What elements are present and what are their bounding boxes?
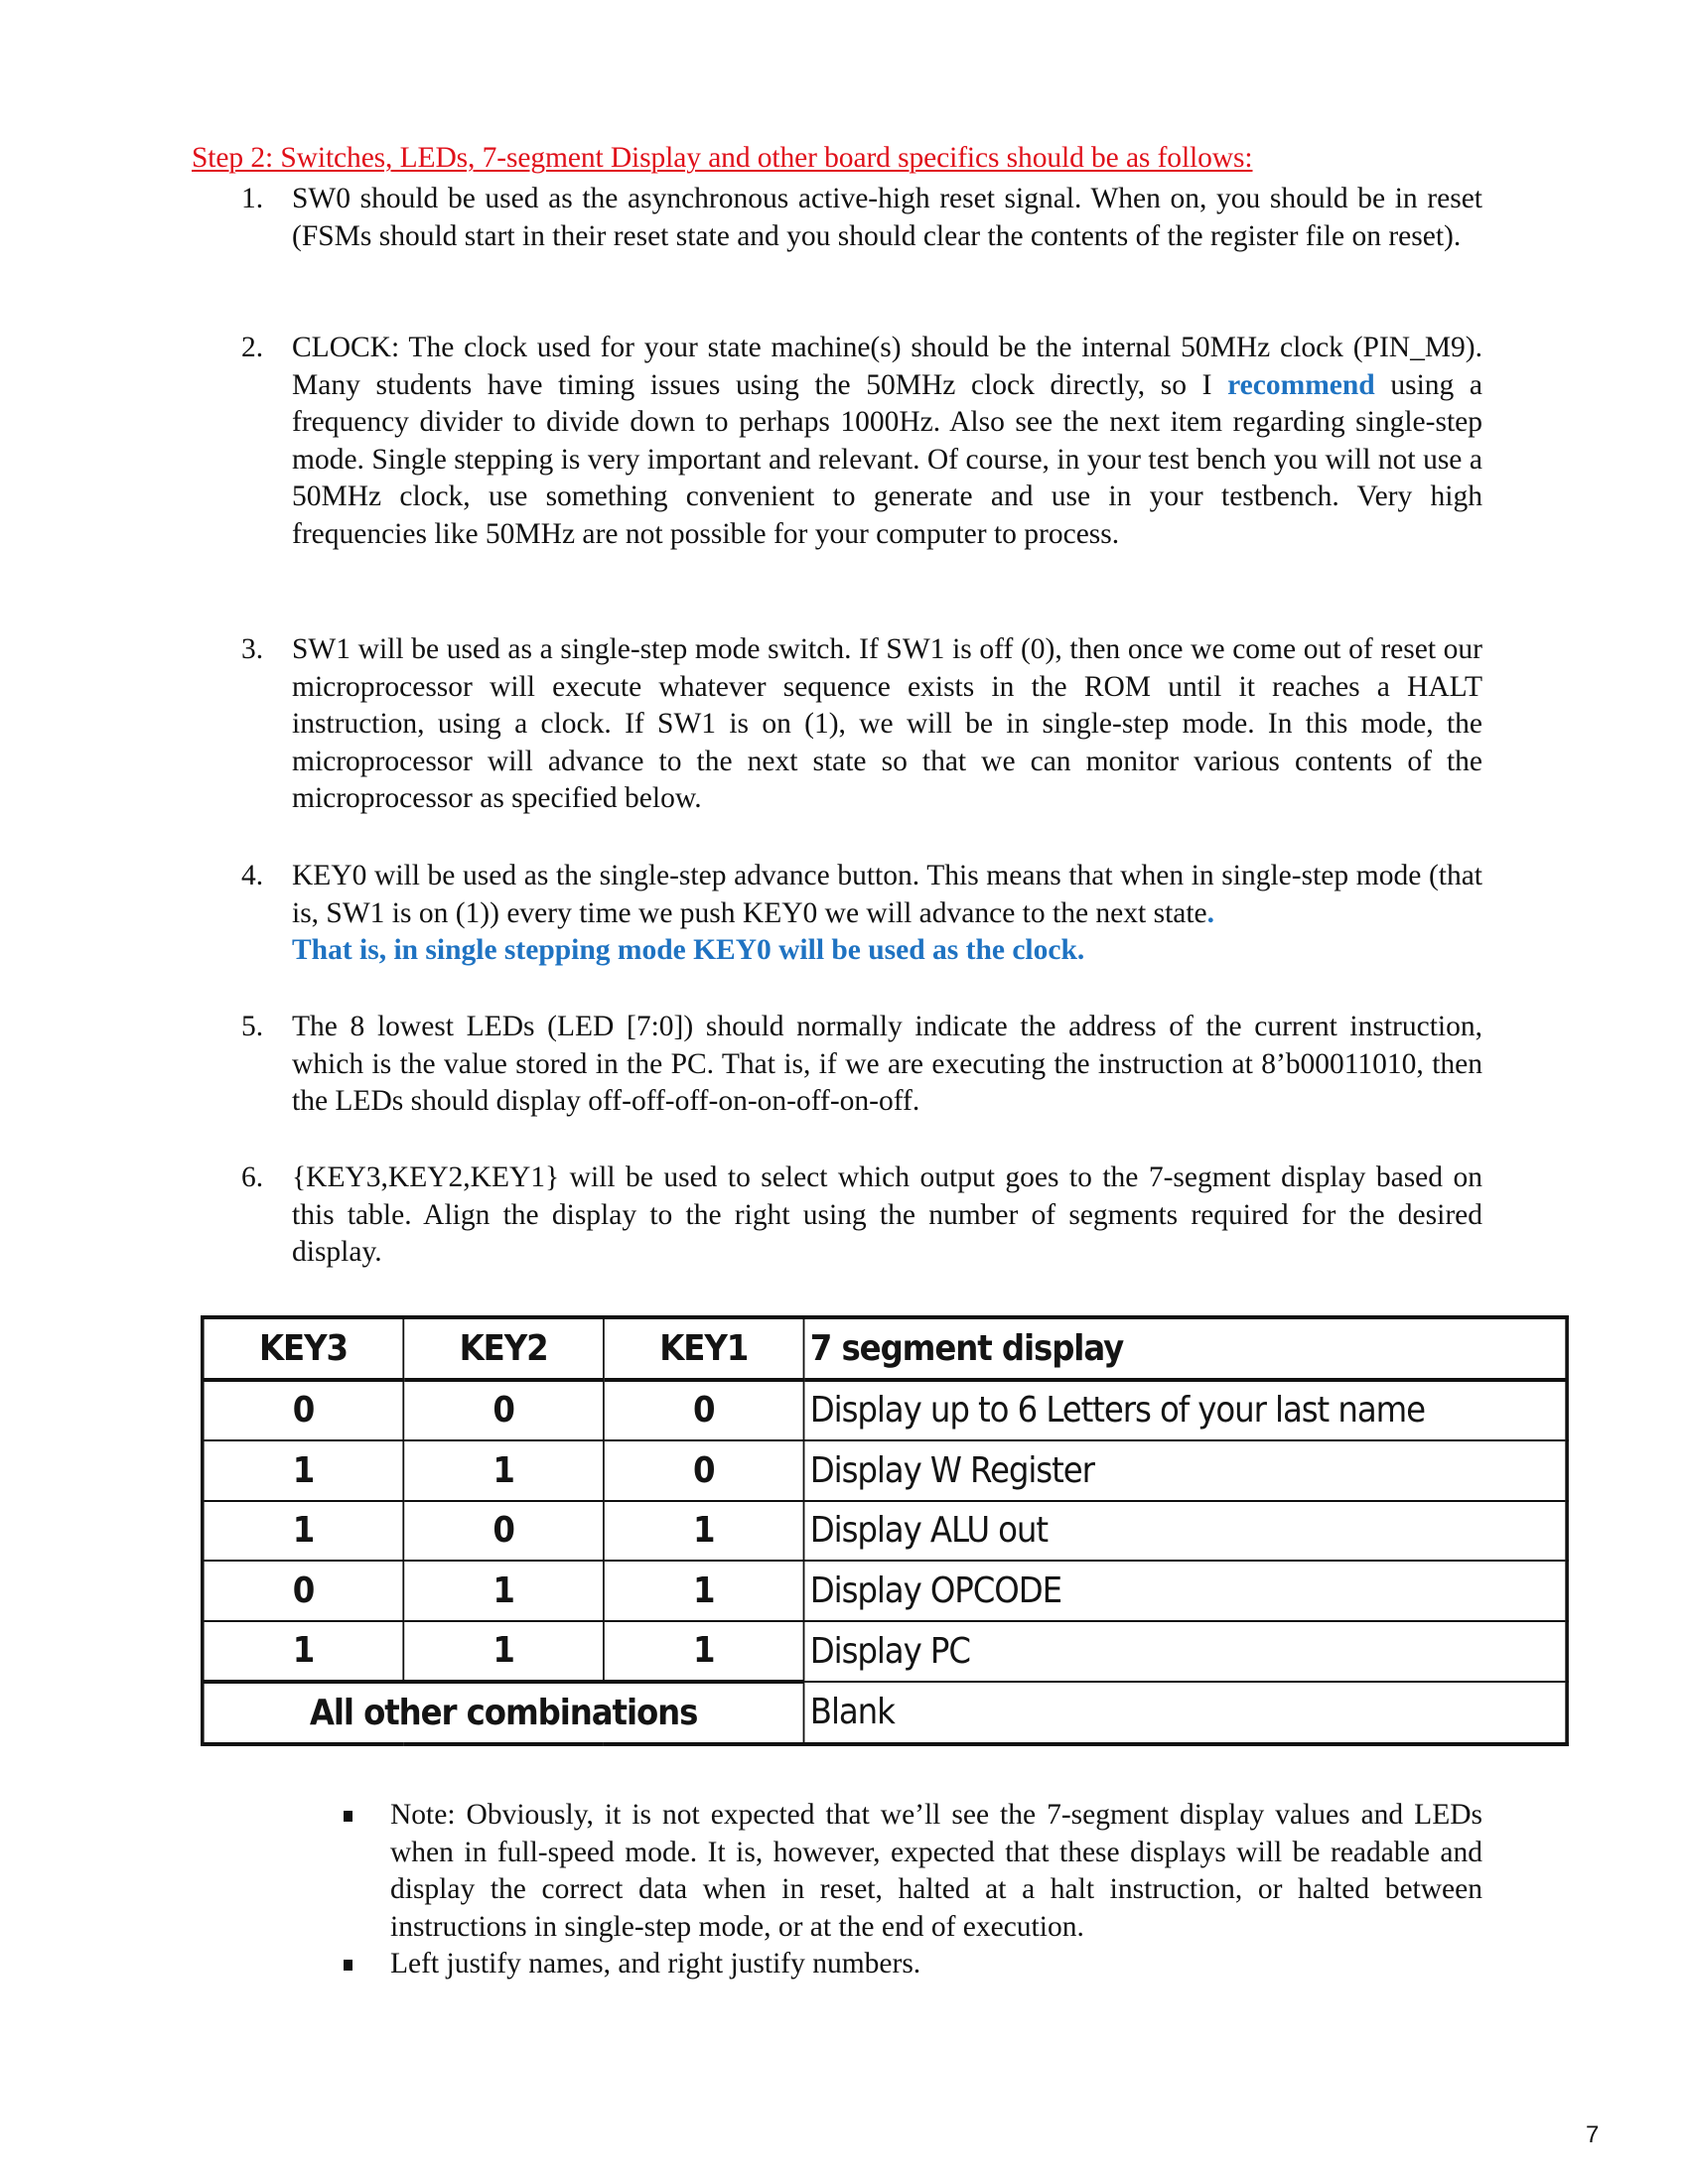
list-number: 3. [241,633,264,665]
cell-display: Display W Register [804,1440,1568,1501]
list-number: 2. [241,332,264,363]
list-number: 1. [241,183,264,214]
cell-key3: 1 [203,1440,403,1501]
table-row-other [203,1682,1567,1744]
emphasis-clock-note: That is, in single stepping mode KEY0 will be used as the clock. [292,934,1085,966]
cell-key3: 0 [203,1380,403,1441]
section-heading: Step 2: Switches, LEDs, 7-segment Display and other board specifics should be as follows: [192,142,1253,174]
cell-display: Display PC [804,1621,1568,1683]
note-item [341,1946,1482,1983]
table-header-row [203,1317,1567,1380]
list-number: 4. [241,860,264,891]
list-item-2 [241,330,1482,553]
list-item-3 [241,631,1482,818]
key-selection-table [201,1315,1569,1746]
emphasis-period: . [1206,896,1215,929]
cell-display: Display up to 6 Letters of your last name [804,1380,1568,1441]
cell-key2: 1 [403,1561,604,1621]
cell-key1: 1 [604,1621,804,1683]
list-number: 5. [241,1011,264,1042]
note-text: Note: Obviously, it is not expected that we’ll see the 7-segment display values and LEDs when in full-speed mode. It is, however, expected that these displays will be readable and display the correct data when in reset, halted at a halt instruction, or halted between instructions in single-step mode, or at the end of execution. [390,1799,1482,1943]
list-item-6 [241,1160,1482,1272]
cell-key1: 1 [604,1501,804,1562]
cell-display: Display OPCODE [804,1561,1568,1621]
list-item-4 [241,858,1482,970]
list-item-text [292,858,1482,970]
cell-key1: 0 [604,1440,804,1501]
list-item-text [292,330,1482,553]
list-item-text: SW0 should be used as the asynchronous active-high reset signal. When on, you should be in reset (FSMs should start in their reset state and you should clear the contents of the register file on reset). [292,183,1482,252]
cell-key1: 0 [604,1380,804,1441]
list-item-text: The 8 lowest LEDs (LED [7:0]) should normally indicate the address of the current instruction, which is the value stored in the PC. That is, if we are executing the instruction at 8’b00011010, then the LEDs should display off-off-off-on-on-off-on-off. [292,1011,1482,1117]
cell-key3: 1 [203,1501,403,1562]
text-after: using a frequency divider to divide down to perhaps 1000Hz. Also see the next item regarding single-step mode. Single stepping is very important and relevant. Of course, in your test bench you will not use a 50MHz clock, use something convenient to generate and use in your testbench. Very high frequencies like 50MHz are not possible for your computer to process. [292,368,1483,550]
page-number: 7 [1586,2121,1600,2148]
table-row [203,1380,1567,1441]
cell-other-combinations: All other combinations [203,1682,804,1744]
list-number: 6. [241,1161,264,1193]
list-item-text: SW1 will be used as a single-step mode switch. If SW1 is off (0), then once we come out of reset our microprocessor will execute whatever sequence exists in the ROM until it reaches a HALT instruction, using a clock. If SW1 is on (1), we will be in single-step mode. In this mode, the microprocessor will advance to the next state so that we can monitor various contents of the microprocessor as specified below. [292,633,1482,814]
table-row [203,1561,1567,1621]
table-row [203,1621,1567,1683]
header-key1: KEY1 [604,1317,804,1380]
text-main: KEY0 will be used as the single-step advance button. This means that when in single-step mode (that is, SW1 is on (1)) every time we push KEY0 we will advance to the next state [292,860,1482,929]
square-bullet-icon [344,1960,352,1971]
cell-key2: 1 [403,1621,604,1683]
list-item-1 [241,181,1482,255]
list-item-text: {KEY3,KEY2,KEY1} will be used to select which output goes to the 7-segment display based on this table. Align the display to the right using the number of segments required for the desired display. [292,1161,1482,1268]
square-bullet-icon [344,1811,352,1822]
emphasis-recommend: recommend [1227,368,1375,401]
cell-display-blank: Blank [804,1682,1568,1744]
cell-display: Display ALU out [804,1501,1568,1562]
header-key3: KEY3 [203,1317,403,1380]
cell-key1: 1 [604,1561,804,1621]
note-item [341,1797,1482,1946]
cell-key2: 0 [403,1501,604,1562]
table-row [203,1501,1567,1562]
header-key2: KEY2 [403,1317,604,1380]
text-before: CLOCK: The clock used for your state machine(s) should be the internal 50MHz clock (PIN_M9). Many students have timing issues using the 50MHz clock directly, so I [292,332,1482,401]
notes-list [341,1797,1482,1983]
table-row [203,1440,1567,1501]
cell-key2: 0 [403,1380,604,1441]
cell-key3: 0 [203,1561,403,1621]
header-display: 7 segment display [804,1317,1568,1380]
list-item-5 [241,1009,1482,1121]
cell-key3: 1 [203,1621,403,1683]
note-text: Left justify names, and right justify numbers. [390,1948,921,1979]
cell-key2: 1 [403,1440,604,1501]
